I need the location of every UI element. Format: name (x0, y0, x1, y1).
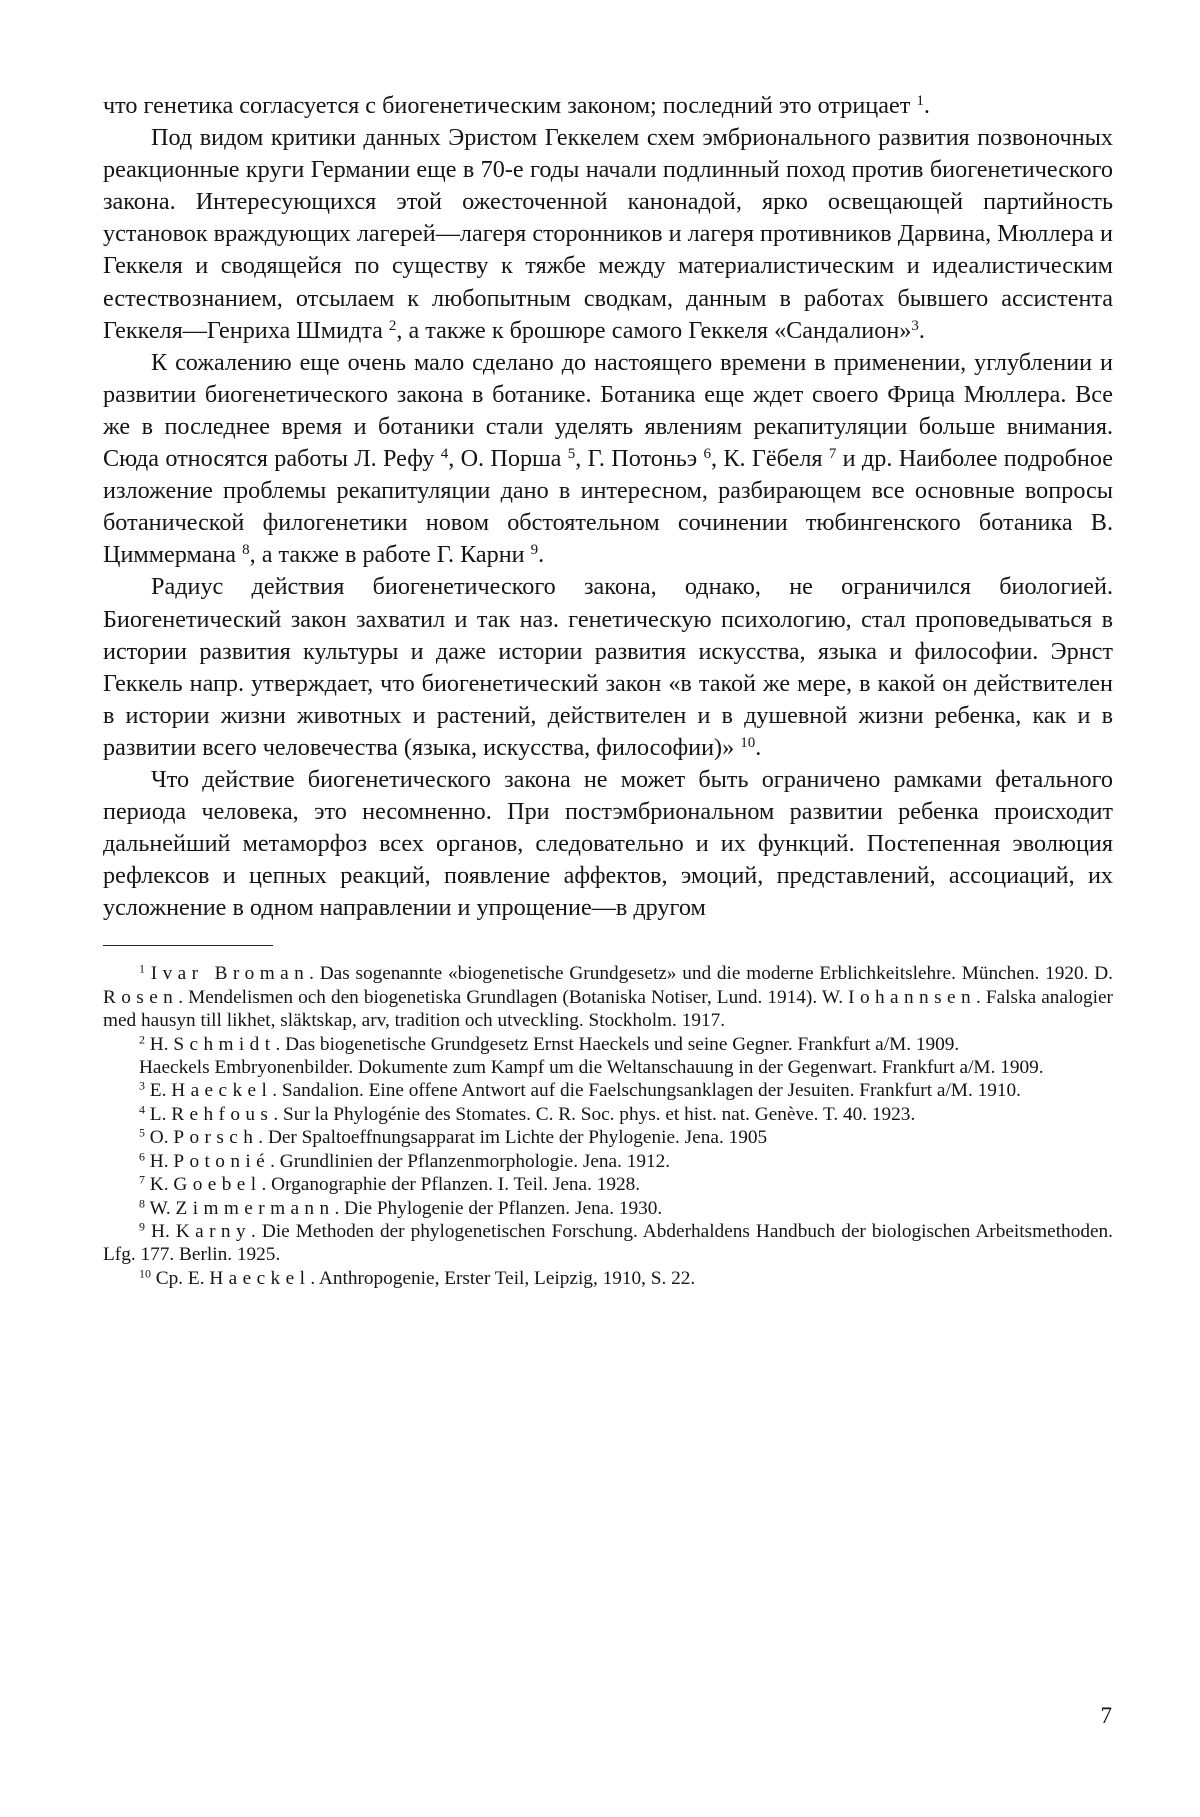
text-run: . Falska analogier med hausyn till likhet, släktskap, arv, tradition och utveckling. Stockholm. 1917. (103, 986, 1113, 1032)
footnote-continuation (103, 1056, 1113, 1079)
footnote-marker: 7 (828, 445, 837, 462)
author-name: Potonié (173, 1150, 271, 1172)
author-name: Rosen (103, 986, 179, 1008)
footnote-marker: 9 (530, 542, 539, 559)
text-run: . Sur la Phylogénie des Stomates. C. R. Soc. phys. et hist. nat. Genève. T. 40. 1923. (273, 1103, 916, 1125)
author-name: Haeckel (209, 1267, 311, 1289)
text-run: . Sandalion. Eine offene Antwort auf die Faelschungsanklagen der Jesuiten. Frankfurt a/M. 1910. (272, 1080, 1021, 1102)
text-run: что генетика согласуется с биогенетическим законом; последний это отрицает (103, 92, 917, 119)
text-run: . Der Spaltoeffnungsapparat im Lichte der Phylogenie. Jena. 1905 (258, 1127, 768, 1149)
footnote (103, 1079, 1113, 1102)
text-run: , а также в работе Г. Карни (249, 541, 531, 569)
text-run: Cp. E. (150, 1267, 210, 1289)
footnote-marker: 2 (388, 317, 397, 334)
text-run: E. (144, 1080, 172, 1102)
text-run: , а также к брошюре самого Геккеля «Сандалион» (396, 316, 912, 344)
text-run: H. (144, 1220, 176, 1242)
text-run: , К. Гёбеля (711, 445, 829, 473)
page-number: 7 (1100, 1703, 1112, 1728)
paragraph (103, 347, 1113, 572)
paragraph (103, 764, 1113, 924)
footnotes (103, 962, 1113, 1290)
footnote-marker: 3 (911, 317, 919, 334)
text-run: O. (144, 1127, 174, 1149)
text-run: и др. Наиболее подробное изложение проблемы рекапитуляции дано в интересном, разбирающем все основные вопросы ботанической филогенетики новом обстоятельном сочинении тюбингенского ботаника В. Циммермана (103, 445, 1113, 569)
text-run: . Die Phylogenie der Pflanzen. Jena. 1930. (334, 1197, 663, 1219)
text-run: L. (144, 1103, 172, 1125)
author-name: Zimmermann (175, 1197, 335, 1219)
text-run: W. (144, 1197, 176, 1219)
footnote-marker: 10 (740, 734, 756, 751)
footnote-divider (103, 945, 273, 946)
author-name: Haeckel (171, 1080, 273, 1102)
footnote (103, 1126, 1113, 1149)
text-run: К сожалению еще очень мало сделано до настоящего времени в применении, углублении и развитии биогенетического закона в ботанике. Ботаника еще ждет своего Фрица Мюллера. Все же в последнее время и ботаники стали уделять явлениям рекапитуляции больше внимания. Сюда относятся работы Л. Рефу (103, 348, 1113, 473)
footnote-marker: 4 (440, 445, 449, 462)
footnote (103, 1103, 1113, 1126)
text-run: . (918, 316, 925, 344)
author-name: Goebel (173, 1174, 262, 1196)
text-run: , Г. Потоньэ (575, 445, 704, 473)
footnote (103, 1197, 1113, 1220)
text-run: . Mendelismen och den biogenetiska Grundlagen (Botaniska Notiser, Lund. 1914). W. (178, 986, 849, 1008)
footnote-marker: 5 (139, 1125, 145, 1140)
footnote (103, 1173, 1113, 1196)
footnote (103, 1150, 1113, 1173)
footnote-marker: 2 (139, 1032, 145, 1047)
text-run: . Das biogenetische Grundgesetz Ernst Haeckels und seine Gegner. Frankfurt a/M. 1909. (275, 1033, 960, 1055)
text-run: Что действие биогенетического закона не может быть ограничено рамками фетального периода человека, это несомненно. При постэмбриональном развитии ребенка происходит дальнейший метаморфоз всех органов, следовательно и их функций. Постепенная эволюция рефлексов и цепных реакций, появление аффектов, эмоций, представлений, ассоциаций, их усложнение в одном направлении и упрощение—в другом (103, 765, 1113, 922)
footnote-marker: 10 (139, 1266, 151, 1281)
footnote (103, 962, 1113, 1032)
text-run: . Organographie der Pflanzen. I. Teil. Jena. 1928. (261, 1174, 641, 1196)
text-run: Радиус действия биогенетического закона, однако, не ограничился биологией. Биогенетический закон захватил и так наз. генетическую психологию, стал проповедываться в истории развития культуры и даже истории развития искусства, языка и философии. Эрнст Геккель напр. утверждает, что биогенетический закон «в такой же мере, в какой он действителен в истории жизни животных и растений, действителен и в душевной жизни ребенка, как и в развитии всего человечества (языка, искусства, философии)» (103, 573, 1113, 761)
text-run: , О. Порша (448, 445, 568, 473)
footnote-marker: 1 (916, 92, 924, 109)
text-run: . Grundlinien der Pflanzenmorphologie. Jena. 1912. (270, 1150, 671, 1172)
footnote-marker: 6 (703, 445, 712, 462)
text-run: . Das sogenannte «biogenetische Grundgesetz» und die moderne Erblichkeitslehre. München. 1920. D. (309, 963, 1113, 985)
text-run: . Anthropogenie, Erster Teil, Leipzig, 1910, S. 22. (310, 1267, 696, 1289)
author-name: Ivar Broman (150, 963, 310, 985)
author-name: Schmidt (173, 1033, 276, 1055)
text-run: . (538, 541, 545, 569)
author-name: Porsch (173, 1127, 259, 1149)
footnote-marker: 8 (242, 542, 250, 559)
footnote-marker: 9 (139, 1219, 145, 1234)
footnote (103, 1267, 1113, 1290)
text-run: Под видом критики данных Эристом Геккелем схем эмбрионального развития позвоночных реакционные круги Германии еще в 70-е годы начали подлинный поход против биогенетического закона. Интересующихся этой ожесточенной канонадой, ярко освещающей партийность установок враждующих лагерей—лагеря сторонников и лагеря противников Дарвина, Мюллера и Геккеля и сводящейся по существу к тяжбе между материалистическим и идеалистическим естествознанием, отсылаем к любопытным сводкам, данным в работах бывшего ассистента Геккеля—Генриха Шмидта (103, 124, 1113, 344)
footnote-marker: 6 (139, 1149, 145, 1164)
text-run: H. (144, 1150, 174, 1172)
footnote-marker: 8 (139, 1195, 145, 1210)
text-run: . Die Methoden der phylogenetischen Forschung. Abderhaldens Handbuch der biologischen Arbeitsmethoden. Lfg. 177. Berlin. 1925. (103, 1220, 1113, 1266)
text-run: Haeckels Embryonenbilder. Dokumente zum Kampf um die Weltanschauung in der Gegenwart. Frankfurt a/M. 1909. (139, 1057, 1044, 1079)
author-name: Iohannsen (848, 986, 977, 1008)
text-run: . (923, 92, 930, 119)
footnote (103, 1033, 1113, 1056)
author-name: Rehfous (171, 1103, 274, 1125)
footnote (103, 1220, 1113, 1267)
footnote-marker: 4 (139, 1102, 145, 1117)
paragraph (103, 90, 1113, 122)
footnote-marker: 3 (139, 1078, 145, 1093)
main-text (103, 90, 1113, 924)
footnote-marker: 1 (139, 961, 145, 976)
author-name: Karny (175, 1220, 252, 1242)
paragraph (103, 571, 1113, 764)
text-run: K. (144, 1174, 174, 1196)
text-run: H. (144, 1033, 174, 1055)
footnote-marker: 5 (567, 445, 576, 462)
paragraph (103, 122, 1113, 347)
footnote-marker: 7 (139, 1172, 145, 1187)
text-run: . (755, 733, 762, 761)
document-page (103, 90, 1113, 1290)
